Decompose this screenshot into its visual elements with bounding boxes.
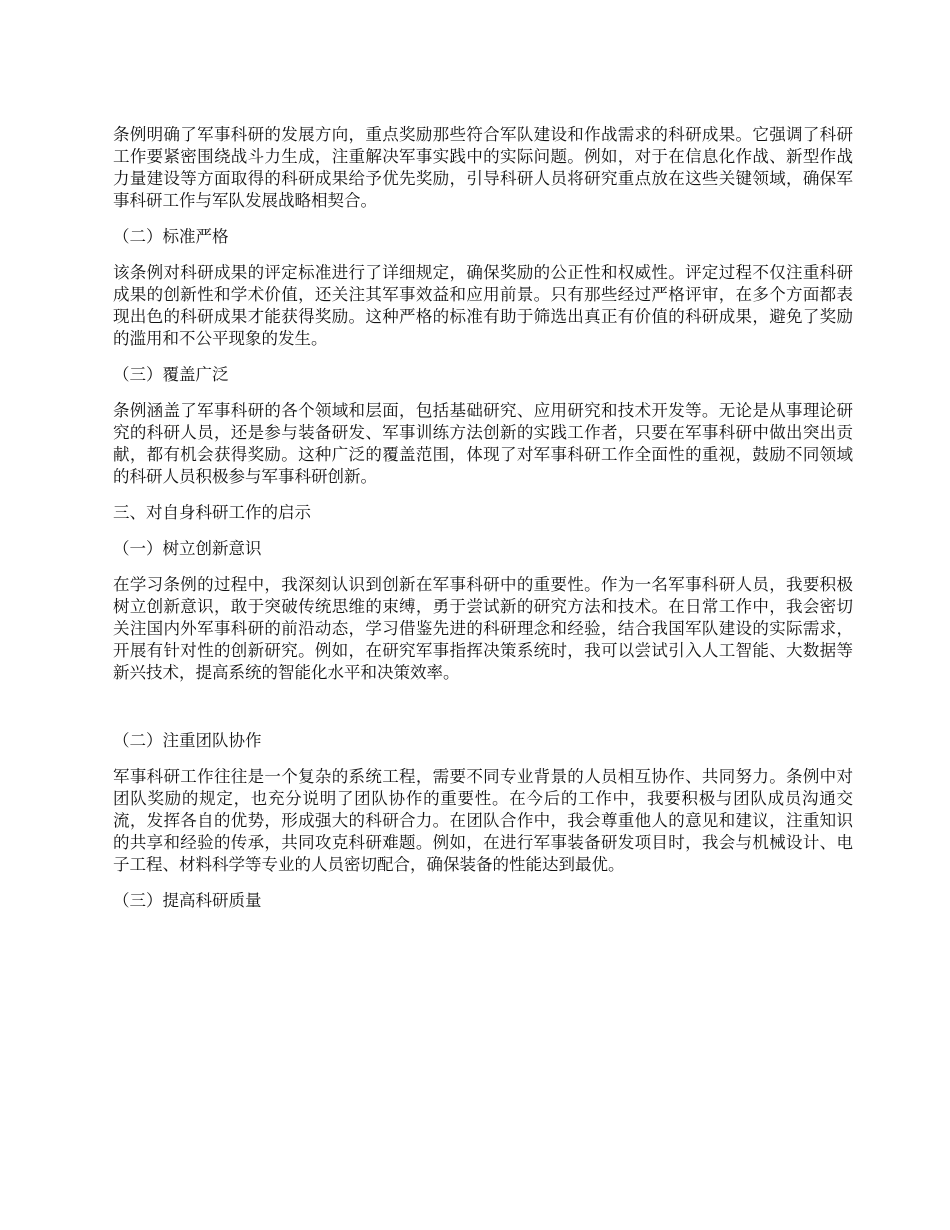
heading-teamwork: （二）注重团队协作 [113, 731, 262, 750]
heading-research-quality: （三）提高科研质量 [113, 891, 262, 910]
section-heading-implications: 三、对自身科研工作的启示 [113, 503, 311, 522]
heading-innovation-awareness: （一）树立创新意识 [113, 539, 262, 558]
paragraph-wide-coverage: 条例涵盖了军事科研的各个领域和层面，包括基础研究、应用研究和技术开发等。无论是从事理论研究的科研人员，还是参与装备研发、军事训练方法创新的实践工作者，只要在军事科研中做出突出贡献，都有机会获得奖励。这种广泛的覆盖范围，体现了对军事科研工作全面性的重视，鼓励不同领域的科研人员积极参与军事科研创新。 [113, 401, 853, 486]
paragraph-teamwork: 军事科研工作往往是一个复杂的系统工程，需要不同专业背景的人员相互协作、共同努力。条例中对团队奖励的规定，也充分说明了团队协作的重要性。在今后的工作中，我要积极与团队成员沟通交流，发挥各自的优势，形成强大的科研合力。在团队合作中，我会尊重他人的意见和建议，注重知识的共享和经验的传承，共同攻克科研难题。例如，在进行军事装备研发项目时，我会与机械设计、电子工程、材料科学等专业的人员密切配合，确保装备的性能达到最优。 [113, 767, 853, 874]
paragraph-research-direction: 条例明确了军事科研的发展方向，重点奖励那些符合军队建设和作战需求的科研成果。它强调了科研工作要紧密围绕战斗力生成，注重解决军事实践中的实际问题。例如，对于在信息化作战、新型作战力量建设等方面取得的科研成果给予优先奖励，引导科研人员将研究重点放在这些关键领域，确保军事科研工作与军队发展战略相契合。 [113, 125, 853, 210]
document-page [113, 124, 853, 926]
heading-wide-coverage: （三）覆盖广泛 [113, 365, 229, 384]
paragraph-strict-standards: 该条例对科研成果的评定标准进行了详细规定，确保奖励的公正性和权威性。评定过程不仅注重科研成果的创新性和学术价值，还关注其军事效益和应用前景。只有那些经过严格评审，在多个方面都表现出色的科研成果才能获得奖励。这种严格的标准有助于筛选出真正有价值的科研成果，避免了奖励的滥用和不公平现象的发生。 [113, 263, 853, 348]
paragraph-innovation-awareness: 在学习条例的过程中，我深刻认识到创新在军事科研中的重要性。作为一名军事科研人员，我要积极树立创新意识，敢于突破传统思维的束缚，勇于尝试新的研究方法和技术。在日常工作中，我会密切关注国内外军事科研的前沿动态，学习借鉴先进的科研理念和经验，结合我国军队建设的实际需求，开展有针对性的创新研究。例如，在研究军事指挥决策系统时，我可以尝试引入人工智能、大数据等新兴技术，提高系统的智能化水平和决策效率。 [113, 575, 853, 682]
blank-gap [113, 698, 853, 730]
heading-strict-standards: （二）标准严格 [113, 227, 229, 246]
